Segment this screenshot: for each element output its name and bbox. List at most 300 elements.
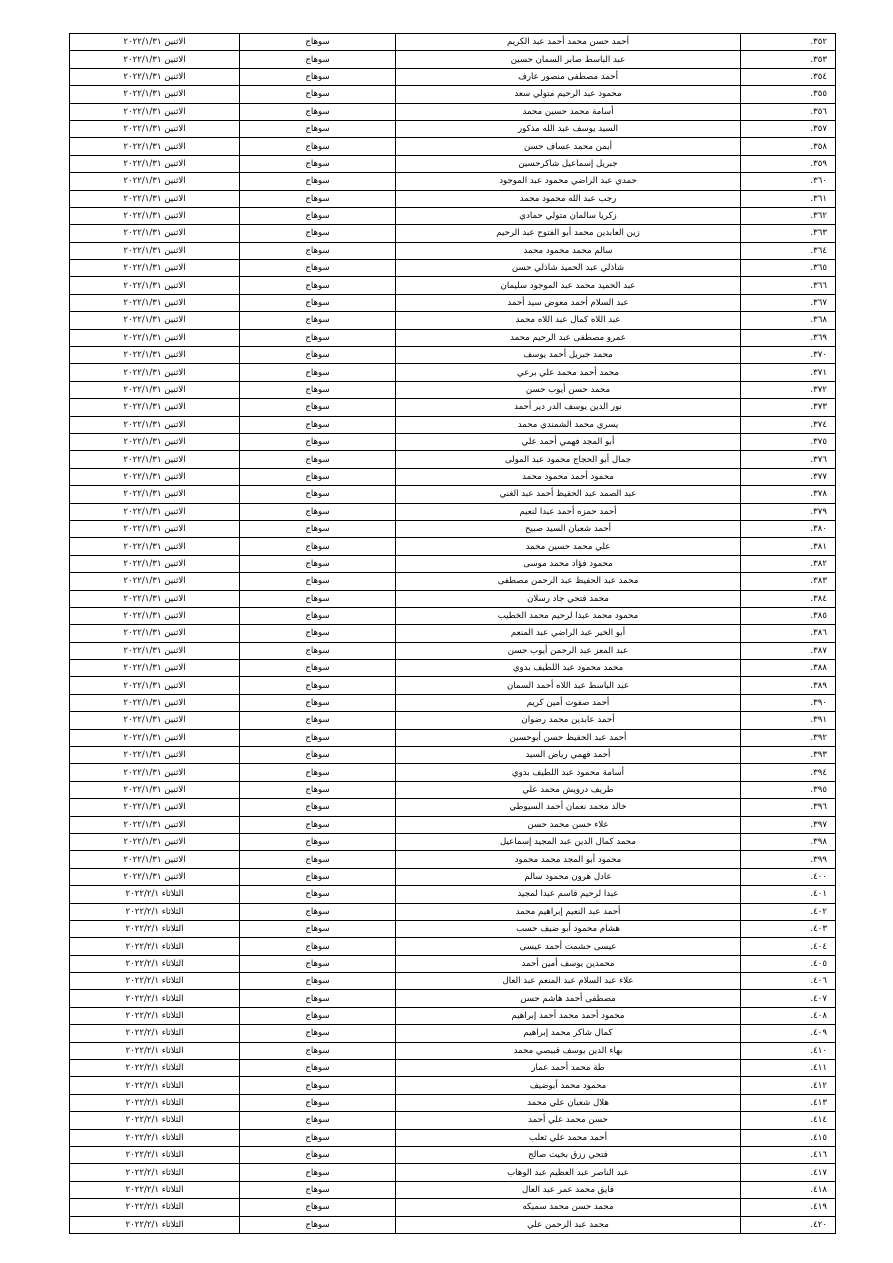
date-cell: الاثنين ٢٠٢٢/١/٣١ [70,677,240,694]
table-row [70,642,836,659]
names-table [69,33,836,1234]
governorate: سوهاج [240,729,396,746]
governorate: سوهاج [240,955,396,972]
row-number: ٣٦٢. [741,207,836,224]
row-number: ٣٨٠. [741,520,836,537]
date-cell: الاثنين ٢٠٢٢/١/٣١ [70,225,240,242]
governorate: سوهاج [240,312,396,329]
governorate: سوهاج [240,973,396,990]
person-name: عبد السلام أحمد معوض سيد أحمد [396,294,741,311]
table-row [70,712,836,729]
governorate: سوهاج [240,555,396,572]
row-number: ٤١٤. [741,1112,836,1129]
governorate: سوهاج [240,1164,396,1181]
row-number: ٤٠٤. [741,938,836,955]
date-cell: الاثنين ٢٠٢٢/١/٣١ [70,34,240,51]
governorate: سوهاج [240,138,396,155]
date-cell: الاثنين ٢٠٢٢/١/٣١ [70,799,240,816]
row-number: ٤٠٦. [741,973,836,990]
person-name: أحمد عبد الحفيظ حسن أبوحسين [396,729,741,746]
date-cell: الاثنين ٢٠٢٢/١/٣١ [70,381,240,398]
row-number: ٣٦٠. [741,173,836,190]
governorate: سوهاج [240,1147,396,1164]
table-row [70,938,836,955]
row-number: ٣٨١. [741,538,836,555]
row-number: ٤١١. [741,1060,836,1077]
person-name: محمد محمود عبد اللطيف بدوي [396,660,741,677]
date-cell: الاثنين ٢٠٢٢/١/٣١ [70,625,240,642]
date-cell: الثلاثاء ٢٠٢٢/٢/١ [70,1042,240,1059]
person-name: سالم محمد محمود محمد [396,242,741,259]
person-name: كمال شاكر محمد إبراهيم [396,1025,741,1042]
person-name: جبريل إسماعيل شاكرحسين [396,155,741,172]
row-number: ٤٠٩. [741,1025,836,1042]
date-cell: الاثنين ٢٠٢٢/١/٣١ [70,120,240,137]
table-row [70,260,836,277]
date-cell: الثلاثاء ٢٠٢٢/٢/١ [70,938,240,955]
row-number: ٤١٨. [741,1181,836,1198]
date-cell: الاثنين ٢٠٢٢/١/٣١ [70,173,240,190]
person-name: عبد الباسط عبد اللاه أحمد السمان [396,677,741,694]
governorate: سوهاج [240,1129,396,1146]
date-cell: الثلاثاء ٢٠٢٢/٢/١ [70,1077,240,1094]
person-name: شاذلي عبد الحميد شاذلي حسن [396,260,741,277]
date-cell: الاثنين ٢٠٢٢/١/٣١ [70,694,240,711]
person-name: طة محمد أحمد عمار [396,1060,741,1077]
governorate: سوهاج [240,625,396,642]
person-name: رجب عبد الله محمود محمد [396,190,741,207]
row-number: ٣٦٧. [741,294,836,311]
person-name: عيسى حشمت أحمد عيسى [396,938,741,955]
row-number: ٣٥٧. [741,120,836,137]
row-number: ٣٩٦. [741,799,836,816]
person-name: هشام محمود أبو ضيف حسب [396,920,741,937]
person-name: فايق محمد عمر عبد العال [396,1181,741,1198]
table-row [70,1216,836,1233]
row-number: ٣٨٦. [741,625,836,642]
governorate: سوهاج [240,1042,396,1059]
person-name: عادل هرون محمود سالم [396,868,741,885]
table-row [70,451,836,468]
date-cell: الاثنين ٢٠٢٢/١/٣١ [70,573,240,590]
date-cell: الاثنين ٢٠٢٢/١/٣١ [70,190,240,207]
person-name: فتحي رزق بخيت صالح [396,1147,741,1164]
date-cell: الاثنين ٢٠٢٢/١/٣١ [70,103,240,120]
table-row [70,1147,836,1164]
date-cell: الثلاثاء ٢٠٢٢/٢/١ [70,1007,240,1024]
table-row [70,868,836,885]
table-row [70,694,836,711]
governorate: سوهاج [240,712,396,729]
date-cell: الاثنين ٢٠٢٢/١/٣١ [70,312,240,329]
row-number: ٣٩٤. [741,764,836,781]
governorate: سوهاج [240,399,396,416]
person-name: مصطفى أحمد هاشم حسن [396,990,741,1007]
governorate: سوهاج [240,1077,396,1094]
table-row [70,886,836,903]
person-name: عبدا لرحيم قاسم عبدا لمجيد [396,886,741,903]
table-row [70,103,836,120]
table-row [70,660,836,677]
table-row [70,399,836,416]
governorate: سوهاج [240,520,396,537]
table-row [70,747,836,764]
row-number: ٣٩٨. [741,833,836,850]
row-number: ٣٦٥. [741,260,836,277]
row-number: ٤١٢. [741,1077,836,1094]
person-name: السيد يوسف عبد الله مذكور [396,120,741,137]
person-name: أبو المجد فهمي أحمد علي [396,433,741,450]
person-name: محمد حسن أيوب حسن [396,381,741,398]
date-cell: الاثنين ٢٠٢٢/١/٣١ [70,294,240,311]
governorate: سوهاج [240,868,396,885]
governorate: سوهاج [240,173,396,190]
table-row [70,34,836,51]
governorate: سوهاج [240,538,396,555]
date-cell: الاثنين ٢٠٢٢/١/٣١ [70,520,240,537]
table-row [70,607,836,624]
table-row [70,68,836,85]
table-row [70,381,836,398]
date-cell: الاثنين ٢٠٢٢/١/٣١ [70,851,240,868]
governorate: سوهاج [240,1181,396,1198]
table-row [70,312,836,329]
date-cell: الاثنين ٢٠٢٢/١/٣١ [70,451,240,468]
person-name: أحمد حمزه أحمد عبدا لنعيم [396,503,741,520]
person-name: نور الدين يوسف الدر دير أحمد [396,399,741,416]
row-number: ٣٧٩. [741,503,836,520]
person-name: علي محمد حسين محمد [396,538,741,555]
person-name: عبد الناصر عبد العظيم عبد الوهاب [396,1164,741,1181]
date-cell: الاثنين ٢٠٢٢/١/٣١ [70,503,240,520]
date-cell: الاثنين ٢٠٢٢/١/٣١ [70,729,240,746]
person-name: محمود محمد عبدا لرحيم محمد الخطيب [396,607,741,624]
table-row [70,1094,836,1111]
person-name: محمود أحمد محمد أحمد إبراهيم [396,1007,741,1024]
row-number: ٣٩٩. [741,851,836,868]
table-row [70,1181,836,1198]
person-name: جمال أبو الحجاج محمود عبد المولى [396,451,741,468]
table-row [70,799,836,816]
date-cell: الاثنين ٢٠٢٢/١/٣١ [70,242,240,259]
table-row [70,277,836,294]
person-name: بهاء الدين يوسف قبيصي محمد [396,1042,741,1059]
table-row [70,1077,836,1094]
person-name: أحمد شعبان السيد صبيح [396,520,741,537]
table-row [70,781,836,798]
date-cell: الثلاثاء ٢٠٢٢/٢/١ [70,1129,240,1146]
row-number: ٣٨٥. [741,607,836,624]
row-number: ٤٠٥. [741,955,836,972]
governorate: سوهاج [240,155,396,172]
table-row [70,1112,836,1129]
person-name: محمود أبو المجد محمد محمود [396,851,741,868]
governorate: سوهاج [240,642,396,659]
table-row [70,329,836,346]
table-row [70,1042,836,1059]
table-row [70,468,836,485]
row-number: ٣٥٨. [741,138,836,155]
date-cell: الاثنين ٢٠٢٢/١/٣١ [70,833,240,850]
person-name: أحمد مصطفى منصور عارف [396,68,741,85]
person-name: محمود محمد أبوضيف [396,1077,741,1094]
governorate: سوهاج [240,590,396,607]
person-name: محمد حسن محمد سميكه [396,1199,741,1216]
table-row [70,51,836,68]
row-number: ٤٠٧. [741,990,836,1007]
person-name: علاء حسن محمد حسن [396,816,741,833]
person-name: أبو الخير عبد الراضي عبد المنعم [396,625,741,642]
date-cell: الاثنين ٢٠٢٢/١/٣١ [70,660,240,677]
date-cell: الثلاثاء ٢٠٢٢/٢/١ [70,1147,240,1164]
table-row [70,955,836,972]
person-name: خالد محمد نعمان أحمد السيوطي [396,799,741,816]
table-row [70,138,836,155]
date-cell: الاثنين ٢٠٢٢/١/٣١ [70,138,240,155]
date-cell: الاثنين ٢٠٢٢/١/٣١ [70,764,240,781]
table-row [70,294,836,311]
date-cell: الاثنين ٢٠٢٢/١/٣١ [70,260,240,277]
date-cell: الاثنين ٢٠٢٢/١/٣١ [70,781,240,798]
person-name: أحمد محمد علي ثعلب [396,1129,741,1146]
governorate: سوهاج [240,607,396,624]
person-name: هلال شعبان علي محمد [396,1094,741,1111]
person-name: محمد كمال الدين عبد المجيد إسماعيل [396,833,741,850]
person-name: محمود فؤاد محمد موسى [396,555,741,572]
table-row [70,1025,836,1042]
date-cell: الثلاثاء ٢٠٢٢/٢/١ [70,990,240,1007]
row-number: ٤٠٨. [741,1007,836,1024]
person-name: محمد عبد الحفيظ عبد الرحمن مصطفى [396,573,741,590]
table-row [70,486,836,503]
table-row [70,764,836,781]
date-cell: الاثنين ٢٠٢٢/١/٣١ [70,868,240,885]
governorate: سوهاج [240,990,396,1007]
person-name: أيمن محمد عساف حسن [396,138,741,155]
row-number: ٤١٣. [741,1094,836,1111]
row-number: ٣٩٠. [741,694,836,711]
governorate: سوهاج [240,68,396,85]
governorate: سوهاج [240,242,396,259]
governorate: سوهاج [240,86,396,103]
date-cell: الاثنين ٢٠٢٢/١/٣١ [70,607,240,624]
governorate: سوهاج [240,294,396,311]
table-row [70,416,836,433]
governorate: سوهاج [240,381,396,398]
table-row [70,86,836,103]
row-number: ٣٥٢. [741,34,836,51]
table-row [70,503,836,520]
table-row [70,816,836,833]
person-name: محمد فتحي جاد رسلان [396,590,741,607]
row-number: ٣٦٩. [741,329,836,346]
date-cell: الاثنين ٢٠٢٢/١/٣١ [70,747,240,764]
date-cell: الثلاثاء ٢٠٢٢/٢/١ [70,1112,240,1129]
governorate: سوهاج [240,573,396,590]
date-cell: الاثنين ٢٠٢٢/١/٣١ [70,207,240,224]
row-number: ٣٧٧. [741,468,836,485]
governorate: سوهاج [240,34,396,51]
table-row [70,990,836,1007]
row-number: ٣٩١. [741,712,836,729]
date-cell: الاثنين ٢٠٢٢/١/٣١ [70,416,240,433]
governorate: سوهاج [240,903,396,920]
governorate: سوهاج [240,920,396,937]
date-cell: الثلاثاء ٢٠٢٢/٢/١ [70,1025,240,1042]
governorate: سوهاج [240,416,396,433]
person-name: علاء عبد السلام عبد المنعم عبد العال [396,973,741,990]
row-number: ٤١٧. [741,1164,836,1181]
row-number: ٣٥٦. [741,103,836,120]
date-cell: الثلاثاء ٢٠٢٢/٢/١ [70,886,240,903]
governorate: سوهاج [240,886,396,903]
governorate: سوهاج [240,207,396,224]
date-cell: الاثنين ٢٠٢٢/١/٣١ [70,155,240,172]
person-name: حمدي عبد الراضي محمود عبد الموجود [396,173,741,190]
governorate: سوهاج [240,260,396,277]
row-number: ٤١٥. [741,1129,836,1146]
governorate: سوهاج [240,347,396,364]
date-cell: الاثنين ٢٠٢٢/١/٣١ [70,433,240,450]
table-row [70,242,836,259]
governorate: سوهاج [240,938,396,955]
table-row [70,1129,836,1146]
governorate: سوهاج [240,1216,396,1233]
date-cell: الثلاثاء ٢٠٢٢/٢/١ [70,1094,240,1111]
row-number: ٤٠٠. [741,868,836,885]
table-body [70,34,836,1234]
table-row [70,625,836,642]
date-cell: الثلاثاء ٢٠٢٢/٢/١ [70,1199,240,1216]
table-row [70,433,836,450]
governorate: سوهاج [240,120,396,137]
row-number: ٣٩٧. [741,816,836,833]
row-number: ٣٧٠. [741,347,836,364]
person-name: أحمد فهمي رياض السيد [396,747,741,764]
row-number: ٤٠٣. [741,920,836,937]
row-number: ٣٦٦. [741,277,836,294]
person-name: محمد أحمد محمد علي برعي [396,364,741,381]
row-number: ٣٧٣. [741,399,836,416]
table-row [70,120,836,137]
governorate: سوهاج [240,451,396,468]
person-name: عبد المعز عبد الرحمن أيوب حسن [396,642,741,659]
date-cell: الاثنين ٢٠٢٢/١/٣١ [70,347,240,364]
date-cell: الاثنين ٢٠٢٢/١/٣١ [70,86,240,103]
row-number: ٣٨٣. [741,573,836,590]
row-number: ٣٧٥. [741,433,836,450]
governorate: سوهاج [240,277,396,294]
table-row [70,1060,836,1077]
row-number: ٣٥٤. [741,68,836,85]
person-name: عبد اللاه كمال عبد اللاه محمد [396,312,741,329]
person-name: محمدين يوسف أمين أحمد [396,955,741,972]
person-name: يسري محمد الشمندي محمد [396,416,741,433]
governorate: سوهاج [240,1060,396,1077]
row-number: ٤١٦. [741,1147,836,1164]
row-number: ٣٥٩. [741,155,836,172]
row-number: ٣٩٣. [741,747,836,764]
date-cell: الثلاثاء ٢٠٢٢/٢/١ [70,903,240,920]
table-row [70,225,836,242]
date-cell: الاثنين ٢٠٢٢/١/٣١ [70,816,240,833]
row-number: ٣٨٤. [741,590,836,607]
row-number: ٣٧٨. [741,486,836,503]
table-row [70,833,836,850]
governorate: سوهاج [240,1007,396,1024]
row-number: ٣٦٤. [741,242,836,259]
person-name: محمد جبريل أحمد يوسف [396,347,741,364]
governorate: سوهاج [240,190,396,207]
date-cell: الاثنين ٢٠٢٢/١/٣١ [70,538,240,555]
table-row [70,155,836,172]
governorate: سوهاج [240,1094,396,1111]
row-number: ٣٩٢. [741,729,836,746]
person-name: عمرو مصطفى عبد الرحيم محمد [396,329,741,346]
row-number: ٣٦١. [741,190,836,207]
table-row [70,573,836,590]
governorate: سوهاج [240,781,396,798]
date-cell: الاثنين ٢٠٢٢/١/٣١ [70,277,240,294]
person-name: محمود أحمد محمود محمد [396,468,741,485]
table-row [70,538,836,555]
table-row [70,973,836,990]
governorate: سوهاج [240,364,396,381]
governorate: سوهاج [240,694,396,711]
row-number: ٣٧٢. [741,381,836,398]
date-cell: الاثنين ٢٠٢٢/١/٣١ [70,642,240,659]
table-row [70,590,836,607]
governorate: سوهاج [240,799,396,816]
row-number: ٣٧٦. [741,451,836,468]
governorate: سوهاج [240,660,396,677]
table-row [70,347,836,364]
date-cell: الاثنين ٢٠٢٢/١/٣١ [70,364,240,381]
row-number: ٤٠٢. [741,903,836,920]
row-number: ٣٥٣. [741,51,836,68]
row-number: ٤٢٠. [741,1216,836,1233]
row-number: ٣٧٤. [741,416,836,433]
person-name: طريف درويش محمد علي [396,781,741,798]
governorate: سوهاج [240,486,396,503]
person-name: أحمد حسن محمد أحمد عبد الكريم [396,34,741,51]
table-row [70,364,836,381]
governorate: سوهاج [240,1025,396,1042]
person-name: عبد الصمد عبد الحفيظ أحمد عبد الغني [396,486,741,503]
row-number: ٣٦٣. [741,225,836,242]
date-cell: الثلاثاء ٢٠٢٢/٢/١ [70,973,240,990]
date-cell: الاثنين ٢٠٢٢/١/٣١ [70,590,240,607]
governorate: سوهاج [240,103,396,120]
table-row [70,1007,836,1024]
date-cell: الثلاثاء ٢٠٢٢/٢/١ [70,1181,240,1198]
table-row [70,851,836,868]
date-cell: الاثنين ٢٠٢٢/١/٣١ [70,329,240,346]
table-row [70,920,836,937]
date-cell: الثلاثاء ٢٠٢٢/٢/١ [70,1060,240,1077]
governorate: سوهاج [240,833,396,850]
governorate: سوهاج [240,816,396,833]
governorate: سوهاج [240,677,396,694]
governorate: سوهاج [240,851,396,868]
table-row [70,903,836,920]
date-cell: الاثنين ٢٠٢٢/١/٣١ [70,51,240,68]
person-name: عبد الباسط صابر السمان حسين [396,51,741,68]
person-name: محمود عبد الرحيم متولي سعد [396,86,741,103]
date-cell: الاثنين ٢٠٢٢/١/٣١ [70,712,240,729]
table-row [70,520,836,537]
table-row [70,173,836,190]
